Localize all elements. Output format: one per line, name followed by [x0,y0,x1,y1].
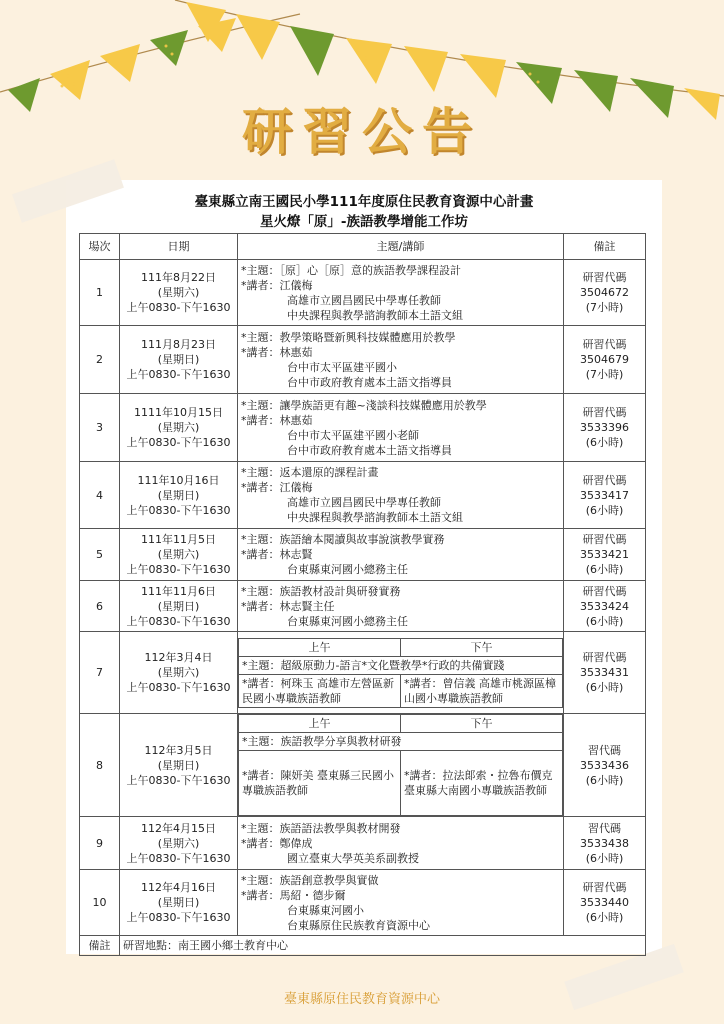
session-no: 3 [80,394,120,462]
session-no: 1 [80,260,120,326]
table-row [80,326,646,394]
session-date: 112年4月16日 (星期日) 上午0830-下午1630 [120,870,238,936]
session-date: 111月8月23日 (星期日) 上午0830-下午1630 [120,326,238,394]
session-no: 9 [80,817,120,870]
page-heading: 研習公告 [242,102,482,161]
session-note: 研習代碼 3533396 (6小時) [564,394,646,462]
session-date: 112年3月4日 (星期六) 上午0830-下午1630 [120,632,238,714]
session-note: 習代碼 3533438 (6小時) [564,817,646,870]
session-no: 10 [80,870,120,936]
table-row [80,462,646,529]
session-note: 研習代碼 3533417 (6小時) [564,462,646,529]
session-topic: *主題：族語教材設計與研發實務 *講者：林志賢主任 台東縣東河國小總務主任 [238,581,564,632]
table-row [80,714,646,817]
session-topic: 上午 下午 *主題：超級原動力-語言*文化暨教學*行政的共備實踐 *講者：柯珠玉 高雄市左營區新民國小專職族語教師 *講者：曾信義 高雄市桃源區樟山國小專職族語教師 [238,632,564,714]
session-date: 112年4月15日 (星期六) 上午0830-下午1630 [120,817,238,870]
session-date: 1111年10月15日 (星期六) 上午0830-下午1630 [120,394,238,462]
session-topic: *主題：讓學族語更有趣~淺談科技媒體應用於教學 *講者：林惠茹 台中市太平區建平國小老師 台中市政府教育處本土語文指導員 [238,394,564,462]
col-header: 主題/講師 [238,234,564,260]
session-topic: *主題：［原］心［原］意的族語教學課程設計 *講者：江儀梅 高雄市立國昌國民中學專任教師 中央課程與教學諮詢教師本土語文組 [238,260,564,326]
session-date: 111年8月22日 (星期六) 上午0830-下午1630 [120,260,238,326]
remark-row [80,936,646,956]
session-topic: *主題：返本還原的課程計畫 *講者：江儀梅 高雄市立國昌國民中學專任教師 中央課程與教學諮詢教師本土語文組 [238,462,564,529]
session-date: 111年11月6日 (星期日) 上午0830-下午1630 [120,581,238,632]
remark-label: 備註 [80,936,120,956]
table-row [80,870,646,936]
session-note: 習代碼 3533436 (6小時) [564,714,646,817]
table-row [80,581,646,632]
session-note: 研習代碼 3504672 (7小時) [564,260,646,326]
session-date: 111年10月16日 (星期日) 上午0830-下午1630 [120,462,238,529]
session-note: 研習代碼 3533431 (6小時) [564,632,646,714]
session-date: 112年3月5日 (星期日) 上午0830-下午1630 [120,714,238,817]
session-topic: 上午 下午 *主題：族語教學分享與教材研發 *講者：陳妍美 臺東縣三民國小專職族語教師 *講者：拉法郞索・拉魯布價克 臺東縣大南國小專職族語教師 [238,714,564,817]
footer-organization: 臺東縣原住民教育資源中心 [283,992,440,1007]
table-row [80,632,646,714]
session-topic: *主題：族語創意教學與實做 *講者：馬紹・德步爾 台東縣東河國小 台東縣原住民族教育資源中心 [238,870,564,936]
session-no: 4 [80,462,120,529]
session-topic: *主題：族語語法教學與教材開發 *講者：鄭偉成 國立臺東大學英美系副教授 [238,817,564,870]
col-header: 場次 [80,234,120,260]
session-note: 研習代碼 3533424 (6小時) [564,581,646,632]
schedule-table [79,233,646,956]
session-note: 研習代碼 3533421 (6小時) [564,529,646,581]
remark-text: 研習地點：南王國小鄉土教育中心 [120,936,646,956]
table-row [80,394,646,462]
session-no: 7 [80,632,120,714]
col-header: 備註 [564,234,646,260]
session-date: 111年11月5日 (星期六) 上午0830-下午1630 [120,529,238,581]
table-row [80,260,646,326]
document-subtitle: 星火燎「原」-族語教學增能工作坊 [259,214,469,230]
document-title: 臺東縣立南王國民小學111年度原住民教育資源中心計畫 [194,194,534,210]
session-note: 研習代碼 3533440 (6小時) [564,870,646,936]
session-no: 8 [80,714,120,817]
table-header-row [80,234,646,260]
session-no: 5 [80,529,120,581]
session-topic: *主題：族語繪本閱讀與故事說演教學實務 *講者：林志賢 台東縣東河國小總務主任 [238,529,564,581]
session-no: 2 [80,326,120,394]
table-row [80,817,646,870]
session-no: 6 [80,581,120,632]
table-row [80,529,646,581]
col-header: 日期 [120,234,238,260]
session-note: 研習代碼 3504679 (7小時) [564,326,646,394]
session-topic: *主題：教學策略暨新興科技媒體應用於教學 *講者：林惠茹 台中市太平區建平國小 台中市政府教育處本土語文指導員 [238,326,564,394]
